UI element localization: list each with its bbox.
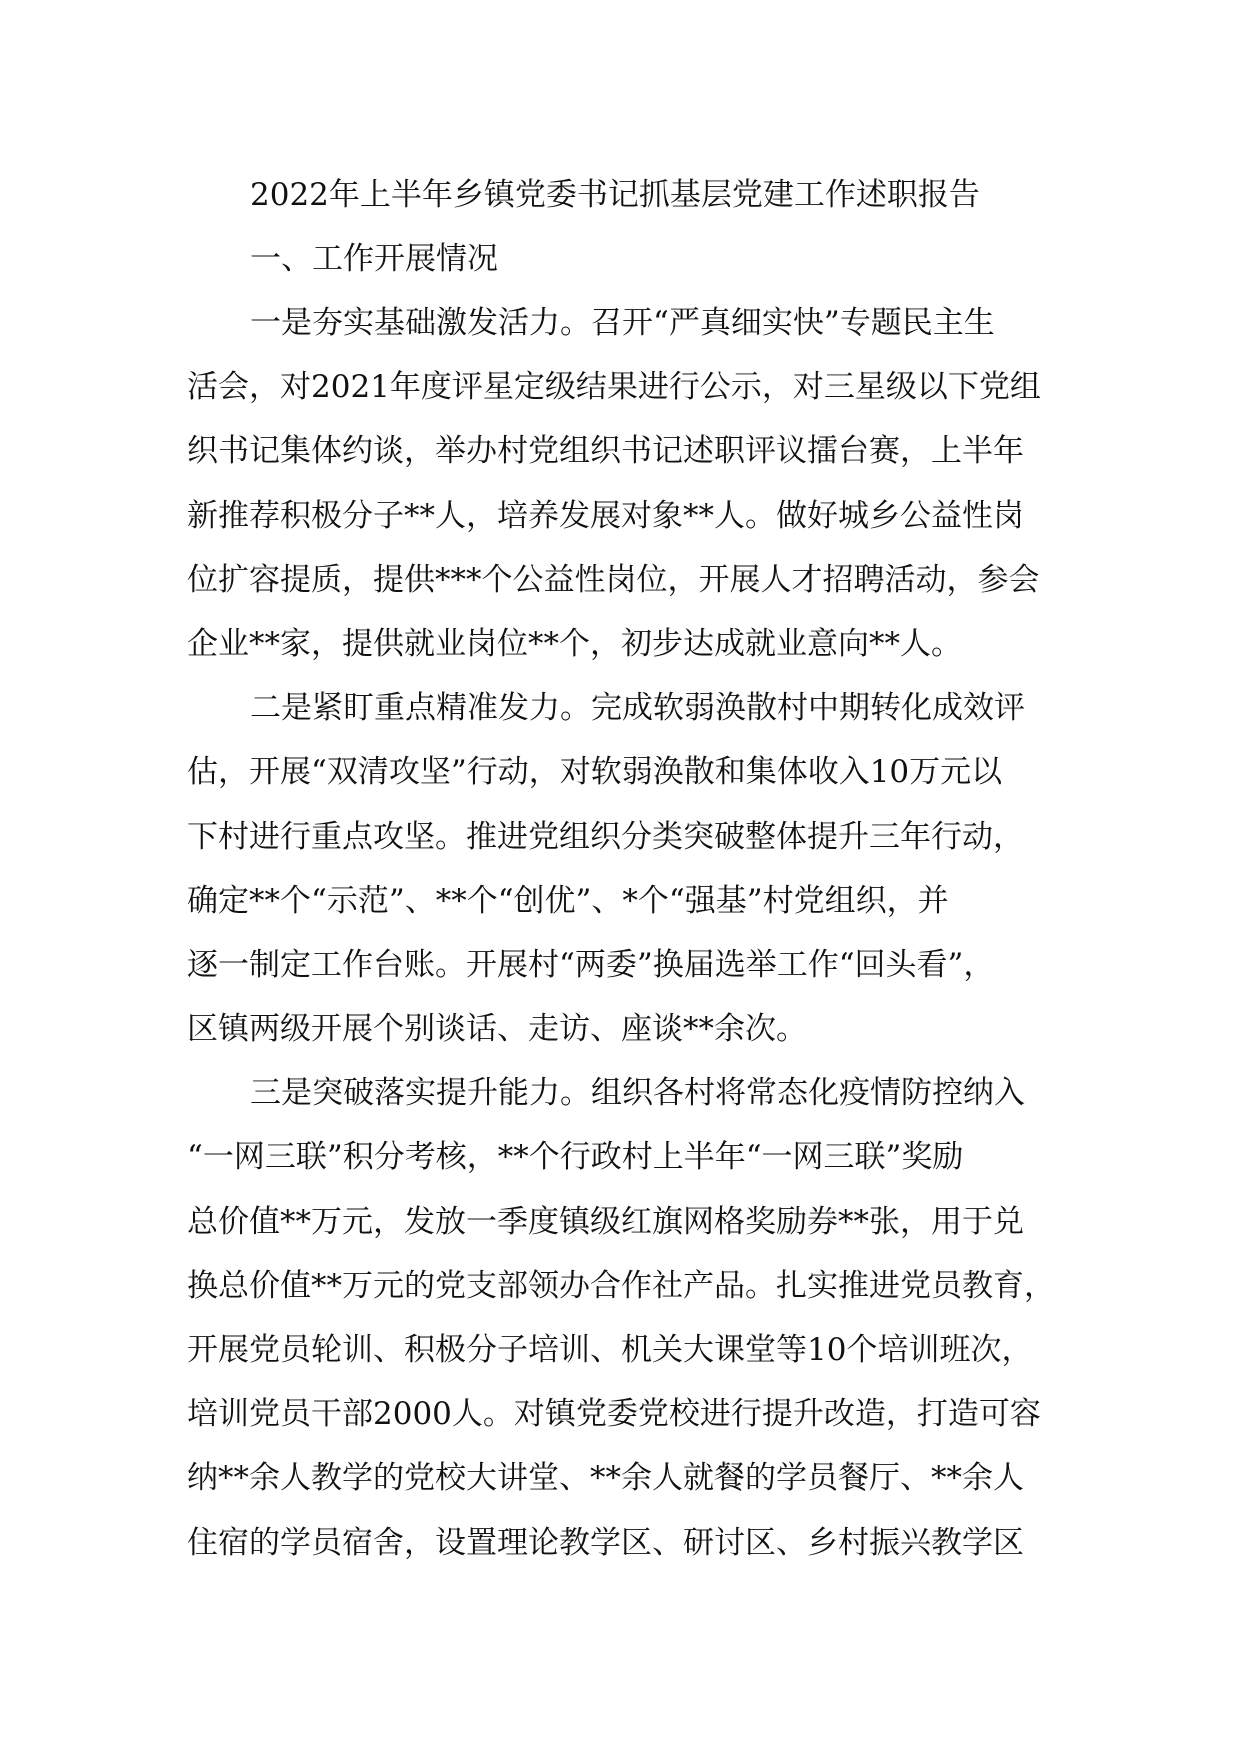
paragraph-2 — [187, 676, 1067, 1061]
paragraph-1 — [187, 291, 1067, 676]
paragraph-line: 新推荐积极分子**人，培养发展对象**人。做好城乡公益性岗 — [187, 497, 1024, 534]
paragraph-3 — [187, 1061, 1067, 1575]
paragraph-line: 织书记集体约谈，举办村党组织书记述职评议擂台赛，上半年 — [187, 433, 1024, 470]
document-title: 2022年上半年乡镇党委书记抓基层党建工作述职报告 — [250, 177, 980, 213]
paragraph-line: 估，开展“双清攻坚”行动，对软弱涣散和集体收入10万元以 — [187, 754, 1003, 791]
paragraph-line: “一网三联”积分考核，**个行政村上半年“一网三联”奖励 — [187, 1139, 964, 1176]
paragraph-line: 下村进行重点攻坚。推进党组织分类突破整体提升三年行动， — [187, 818, 1024, 855]
paragraph-line: 一是夯实基础激发活力。召开“严真细实快”专题民主生 — [250, 305, 995, 341]
paragraph-line: 位扩容提质，提供***个公益性岗位，开展人才招聘活动，参会 — [187, 561, 1040, 598]
document-body — [187, 163, 1067, 1575]
paragraph-line: 逐一制定工作台账。开展村“两委”换届选举工作“回头看”， — [187, 946, 995, 983]
paragraph-line: 确定**个“示范”、**个“创优”、*个“强基”村党组织，并 — [187, 882, 949, 919]
paragraph-line: 二是紧盯重点精准发力。完成软弱涣散村中期转化成效评 — [250, 690, 1025, 727]
section-heading: 一、工作开展情况 — [250, 241, 498, 277]
paragraph-line: 三是突破落实提升能力。组织各村将常态化疫情防控纳入 — [250, 1075, 1025, 1112]
paragraph-line: 开展党员轮训、积极分子培训、机关大课堂等10个培训班次， — [187, 1332, 1033, 1368]
paragraph-line: 培训党员干部2000人。对镇党委党校进行提升改造，打造可容 — [187, 1396, 1041, 1433]
paragraph-line: 企业**家，提供就业岗位**个，初步达成就业意向**人。 — [187, 625, 962, 662]
paragraph-line: 总价值**万元，发放一季度镇级红旗网格奖励券**张，用于兑 — [187, 1203, 1024, 1240]
paragraph-line: 区镇两级开展个别谈话、走访、座谈**余次。 — [187, 1011, 807, 1048]
paragraph-line: 住宿的学员宿舍，设置理论教学区、研讨区、乡村振兴教学区 — [187, 1524, 1024, 1561]
paragraph-line: 活会，对2021年度评星定级结果进行公示，对三星级以下党组 — [187, 369, 1041, 406]
paragraph-line: 纳**余人教学的党校大讲堂、**余人就餐的学员餐厅、**余人 — [187, 1460, 1024, 1497]
paragraph-line: 换总价值**万元的党支部领办合作社产品。扎实推进党员教育， — [187, 1267, 1055, 1304]
